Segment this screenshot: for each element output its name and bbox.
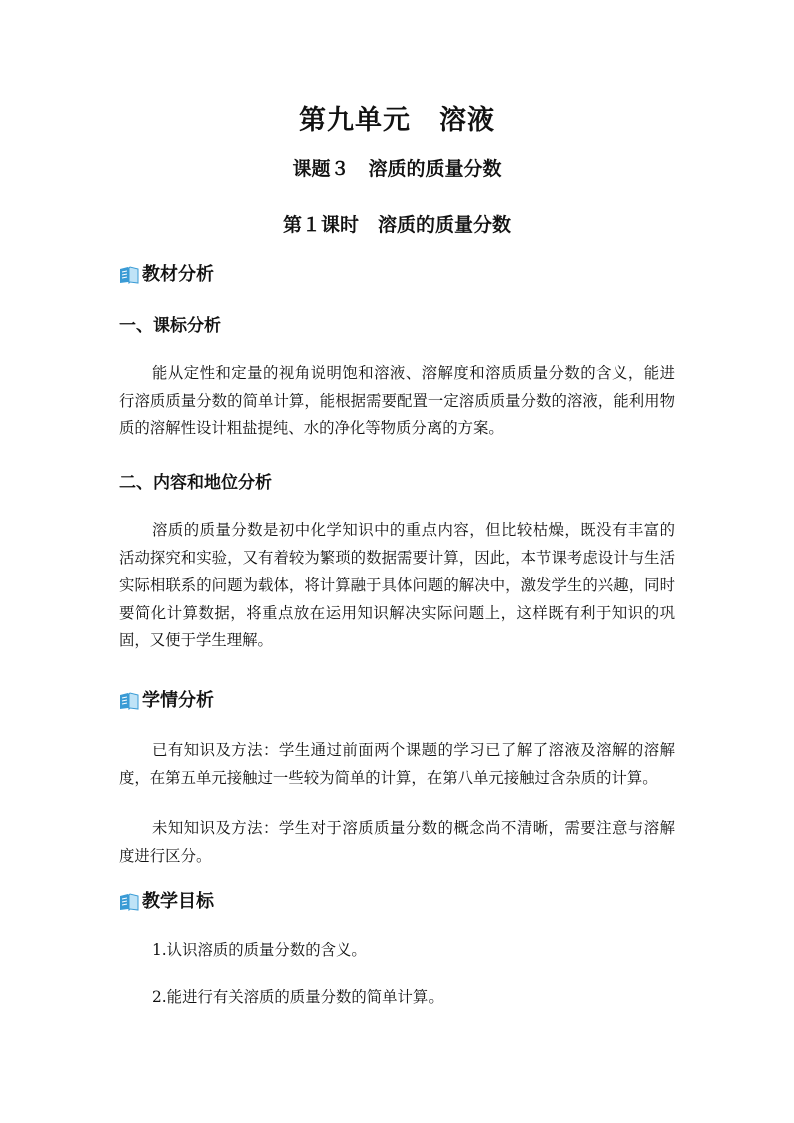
unknown-knowledge-paragraph: 未知知识及方法：学生对于溶质质量分数的概念尚不清晰，需要注意与溶解度进行区分。 (119, 819, 675, 865)
lesson-title: 课题３ 溶质的质量分数 (292, 158, 502, 180)
unit-title: 第九单元 溶液 (299, 105, 495, 136)
section-students-heading (119, 689, 214, 713)
book-icon (119, 893, 139, 911)
goal-item: 1.认识溶质的质量分数的含义。 (152, 941, 367, 959)
known-knowledge-paragraph: 已有知识及方法：学生通过前面两个课题的学习已了解了溶液及溶解的溶解度，在第五单元接触过一些较为简单的计算，在第八单元接触过含杂质的计算。 (119, 741, 675, 787)
section-label: 教材分析 (142, 264, 214, 285)
curriculum-paragraph: 能从定性和定量的视角说明饱和溶液、溶解度和溶质质量分数的含义，能进行溶质质量分数的简单计算，能根据需要配置一定溶质质量分数的溶液，能利用物质的溶解性设计粗盐提纯、水的净化等物质分离的方案。 (119, 364, 675, 437)
section-label: 学情分析 (142, 690, 214, 711)
curriculum-heading: 一、课标分析 (119, 316, 221, 336)
section-label: 教学目标 (142, 891, 214, 912)
goal-item: 2.能进行有关溶质的质量分数的简单计算。 (152, 988, 444, 1006)
content-heading: 二、内容和地位分析 (119, 473, 272, 493)
section-goals-heading (119, 890, 214, 914)
section-material-heading (119, 263, 214, 287)
book-icon (119, 266, 139, 284)
content-paragraph: 溶质的质量分数是初中化学知识中的重点内容，但比较枯燥，既没有丰富的活动探究和实验，又有着较为繁琐的数据需要计算，因此，本节课考虑设计与生活实际相联系的问题为载体，将计算融于具体问题的解决中，激发学生的兴趣，同时要简化计算数据，将重点放在运用知识解决实际问题上，这样既有利于知识的巩固，又便于学生理解。 (119, 521, 675, 649)
book-icon (119, 692, 139, 710)
period-title: 第１课时 溶质的质量分数 (282, 214, 511, 236)
